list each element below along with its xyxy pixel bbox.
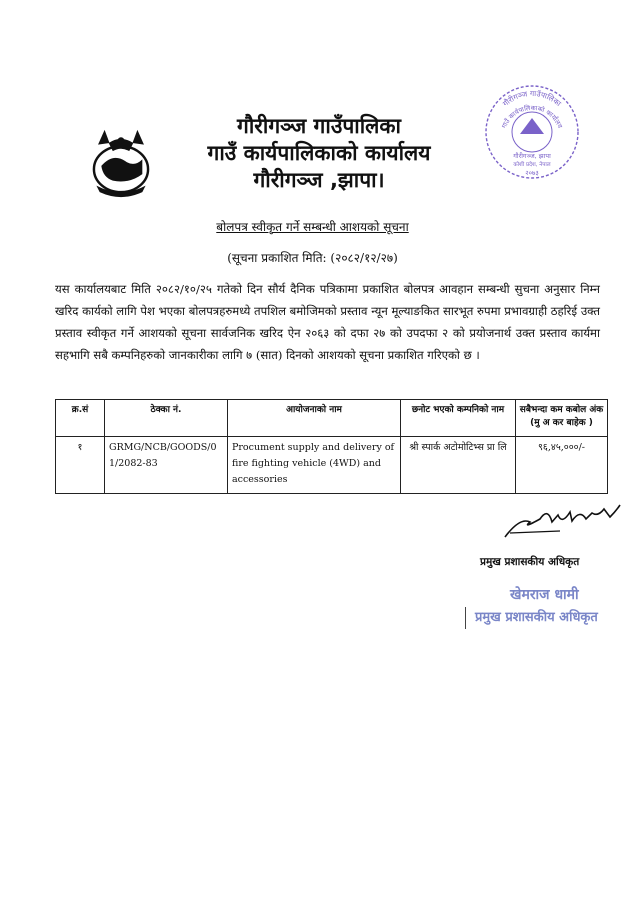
cell-contract-no: GRMG/NCB/GOODS/01/2082-83 [105,437,228,494]
col-serial: क्र.सं [56,400,105,437]
office-heading [160,113,478,194]
nepal-emblem-icon [80,120,162,202]
office-location: गौरीगञ्ज ,झापा। [253,168,385,192]
col-project-name: आयोजनाको नाम [228,400,401,437]
cell-serial: १ [56,437,105,494]
publish-date: (सूचना प्रकाशित मिति: (२०८२/१२/२७) [227,251,398,265]
office-name: गाउँ कार्यपालिकाको कार्यालय [207,141,431,165]
stamp-bracket [465,607,466,629]
officer-stamp [465,583,625,638]
stamp-title: प्रमुख प्रशासकीय अधिकृत [475,610,598,625]
notice-subject [0,218,625,235]
stamp-name: खेमराज धामी [510,587,579,603]
seal-outer-text: गौरीगञ्ज गाउँपालिका [501,88,563,109]
col-contract-no: ठेक्का नं. [105,400,228,437]
col-lowest-bid: सबैभन्दा कम कबोल अंक (मु अ कर बाहेक ) [516,400,608,437]
table-row [56,437,608,494]
municipality-seal [482,82,582,182]
seal-year-text: २०७३ [525,169,539,177]
award-table [55,399,608,494]
cell-lowest-bid: ९६,४५,०००/- [516,437,608,494]
notice-subject-text: बोलपत्र स्वीकृत गर्ने सम्बन्धी आशयको सूचना [216,220,409,234]
municipality-name: गौरीगञ्ज गाउँपालिका [237,114,401,138]
signature-mark [500,497,625,542]
seal-province-text: कोशी प्रदेश, नेपाल [513,162,551,168]
table-header-row [56,400,608,437]
officer-title: प्रमुख प्रशासकीय अधिकृत [480,556,580,568]
seal-inner-text: गाउँ कार्यपालिकाको कार्यालय [500,103,564,130]
cell-project-name: Procument supply and delivery of fire fighting vehicle (4WD) and accessories [228,437,401,494]
col-company-name: छनोट भएको कम्पनिको नाम [401,400,516,437]
seal-place-text: गौरीगञ्ज, झापा [513,152,551,160]
notice-body: यस कार्यालयबाट मिति २०८२/१०/२५ गतेको दिन सौर्य दैनिक पत्रिकामा प्रकाशित बोलपत्र आवहान सम्बन्धी सुचना अनुसार निम्न खरिद कार्यको लागि पेश भएका बोलपत्रहरुमध्ये तपशिल बमोजिमको प्रस्ताव न्यून मूल्याङकित सारभूत रुपमा प्रभावग्राही ठहरिई उक्त प्रस्ताव स्वीकृत गर्ने आशयको सूचना सार्वजनिक खरिद ऐन २०६३ को दफा २७ को उपदफा २ को प्रयोजनार्थ उक्त प्रस्ताव कार्यमा सहभागि सबै कम्पनिहरुको जानकारीका लागि ७ (सात) दिनको आशयको सूचना प्रकाशित गरिएको छ । [55,282,600,362]
cell-company-name: श्री स्पार्क अटोमोटिभ्स प्रा लि [401,437,516,494]
